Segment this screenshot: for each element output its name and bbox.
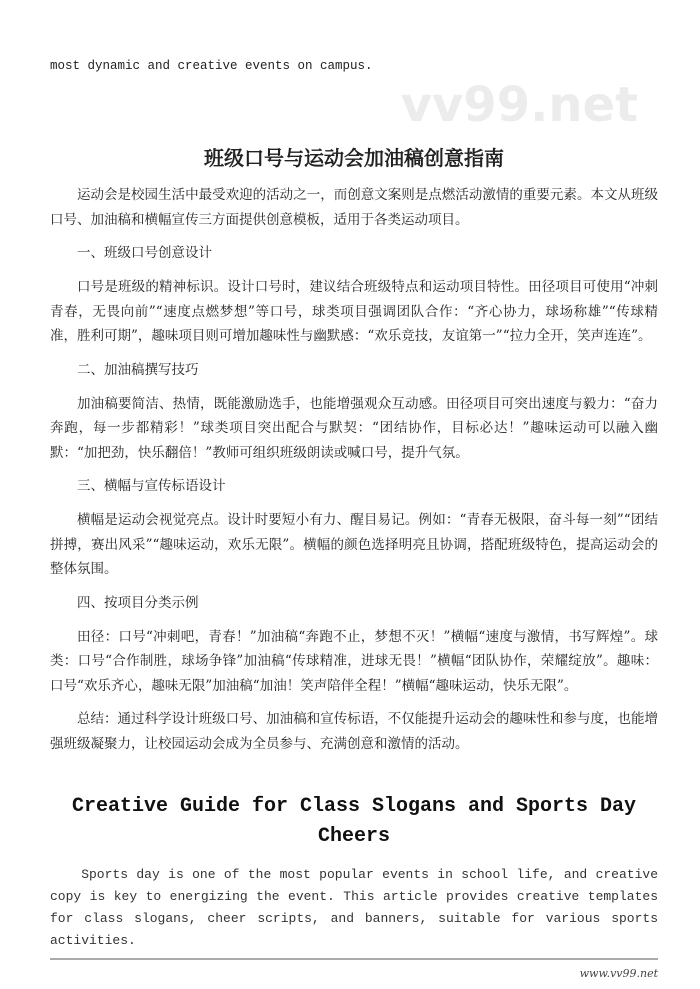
watermark-area <box>50 75 658 135</box>
intro-paragraph-en: Sports day is one of the most popular events in school life, and creative copy is key to energizing the event. This article provides creative templates for class slogans, cheer scripts, and banners, suitable for various sports activities. <box>50 867 658 948</box>
page-title-cn: 班级口号与运动会加油稿创意指南 <box>204 146 504 170</box>
section-body: 加油稿要简洁、热情，既能激励选手，也能增强观众互动感。田径项目可突出速度与毅力：“奋力奔跑，每一步都精彩！”球类项目突出配合与默契：“团结协作，目标必达！”趣味运动可以融入幽默：“加把劲，快乐翻倍！”教师可组织班级朗读或喊口号，提升气氛。 <box>50 395 658 461</box>
section-body: 田径：口号“冲刺吧，青春！”加油稿“奔跑不止，梦想不灭！”横幅“速度与激情，书写辉煌”。球类：口号“合作制胜，球场争锋”加油稿“传球精准，进球无畏！”横幅“团队协作，荣耀绽放”。趣味：口号“欢乐齐心，趣味无限”加油稿“加油！笑声陪伴全程！”横幅“趣味运动，快乐无限”。 <box>50 628 658 694</box>
section-heading: 三、横幅与宣传标语设计 <box>77 478 226 494</box>
page-title-en: Creative Guide for Class Slogans and Sports Day Cheers <box>71 795 637 848</box>
watermark: vv99.net <box>400 77 638 133</box>
section-heading: 一、班级口号创意设计 <box>77 245 212 261</box>
section-body: 横幅是运动会视觉亮点。设计时要短小有力、醒目易记。例如：“青春无极限，奋斗每一刻”“团结拼搏，赛出风采”“趣味运动，欢乐无限”。横幅的颜色选择明亮且协调，搭配班级特色，提高运动会的整体氛围。 <box>50 512 658 577</box>
continued-text: most dynamic and creative events on campus. <box>50 59 373 73</box>
section-body: 口号是班级的精神标识。设计口号时，建议结合班级特点和运动项目特性。田径项目可使用“冲刺青春，无畏向前”“速度点燃梦想”等口号，球类项目强调团队合作：“齐心协力，球场称雄”“传球精准，胜利可期”，趣味项目则可增加趣味性与幽默感：“欢乐竞技，友谊第一”“拉力全开，笑声连连”。 <box>50 279 658 344</box>
summary-paragraph-cn: 总结：通过科学设计班级口号、加油稿和宣传标语，不仅能提升运动会的趣味性和参与度，也能增强班级凝聚力，让校园运动会成为全员参与、充满创意和激情的活动。 <box>50 711 658 752</box>
section-heading: 二、加油稿撰写技巧 <box>77 361 199 378</box>
footer-divider <box>50 958 658 960</box>
section-heading: 四、按项目分类示例 <box>77 594 199 611</box>
footer-site-url: www.vv99.net <box>579 967 658 980</box>
intro-paragraph-cn: 运动会是校园生活中最受欢迎的活动之一，而创意文案则是点燃活动激情的重要元素。本文从班级口号、加油稿和横幅宣传三方面提供创意模板，适用于各类运动项目。 <box>50 187 658 228</box>
document-page <box>50 0 658 982</box>
